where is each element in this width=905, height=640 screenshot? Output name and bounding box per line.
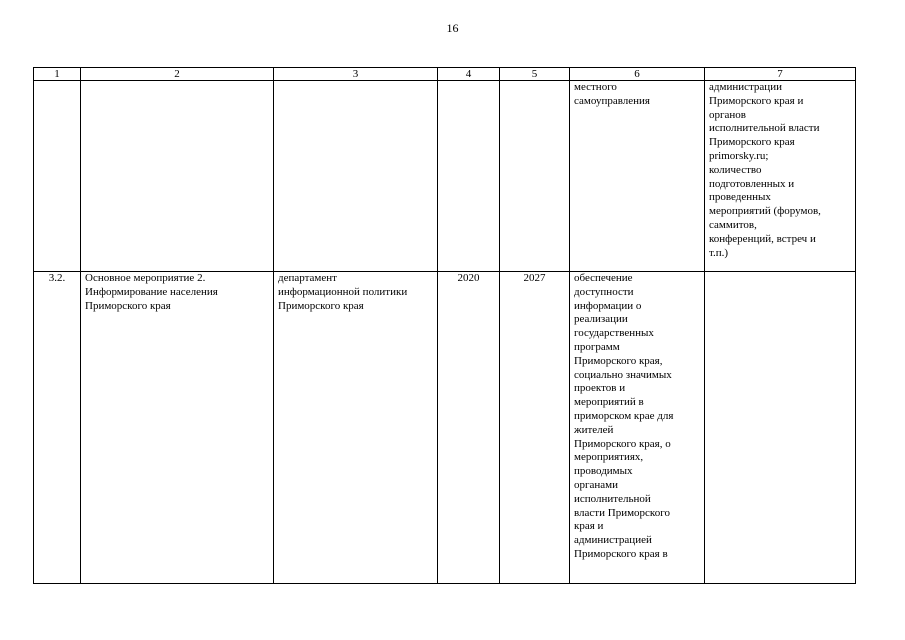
text-line: исполнительной — [574, 492, 651, 505]
table-row — [34, 81, 856, 272]
text-line: местного — [574, 81, 617, 93]
col-header-3: 3 — [274, 68, 438, 81]
text-line: т.п.) — [709, 246, 729, 259]
text-line: доступности — [574, 285, 634, 298]
col-header-6: 6 — [570, 68, 705, 81]
text-line: Основное мероприятие 2. — [85, 272, 206, 284]
text-line: департамент — [278, 272, 337, 284]
cell-result — [570, 81, 705, 272]
text-line: мероприятий в — [574, 396, 644, 409]
cell-executor — [274, 81, 438, 272]
col-header-5: 5 — [500, 68, 570, 81]
text-line: Приморского края, о — [574, 437, 671, 450]
text-line: конференций, встреч и — [709, 232, 816, 245]
cell-start-year: 2020 — [438, 272, 500, 584]
text-line: Приморского края — [85, 299, 171, 312]
text-line: Приморского края — [278, 299, 364, 312]
text-line: саммитов, — [709, 218, 757, 231]
text-line: исполнительной власти — [709, 122, 820, 135]
col-header-7: 7 — [705, 68, 856, 81]
cell-number: 3.2. — [34, 272, 81, 584]
text-line: проведенных — [709, 191, 771, 204]
text-line: государственных — [574, 327, 654, 340]
text-line: Приморского края в — [574, 547, 668, 560]
text-line: primorsky.ru; — [709, 149, 769, 162]
text-line: жителей — [574, 423, 614, 436]
text-line: подготовленных и — [709, 177, 795, 190]
text-line: Информирование населения — [85, 285, 218, 298]
cell-event — [81, 272, 274, 584]
text-line: администрацией — [574, 534, 652, 547]
col-header-1: 1 — [34, 68, 81, 81]
text-line: Приморского края — [709, 136, 795, 149]
text-line: проводимых — [574, 465, 633, 478]
text-line: реализации — [574, 313, 628, 326]
text-line: власти Приморского — [574, 506, 670, 519]
text-line: социально значимых — [574, 368, 672, 381]
cell-indicator — [705, 81, 856, 272]
col-header-4: 4 — [438, 68, 500, 81]
text-line: программ — [574, 340, 620, 353]
text-line: администрации — [709, 81, 782, 93]
text-line: проектов и — [574, 382, 626, 395]
cell-start-year — [438, 81, 500, 272]
text-line: края и — [574, 520, 604, 533]
cell-number — [34, 81, 81, 272]
text-line: обеспечение — [574, 272, 633, 284]
text-line: количество — [709, 163, 762, 176]
text-line: органами — [574, 478, 619, 491]
text-line: мероприятиях, — [574, 451, 644, 464]
cell-end-year — [500, 81, 570, 272]
text-line: Приморского края, — [574, 354, 663, 367]
cell-indicator — [705, 272, 856, 584]
text-line: самоуправления — [574, 94, 650, 107]
text-line: информации о — [574, 299, 642, 312]
text-line: мероприятий (форумов, — [709, 205, 821, 218]
col-header-2: 2 — [81, 68, 274, 81]
cell-event — [81, 81, 274, 272]
document-table — [33, 67, 856, 584]
cell-result — [570, 272, 705, 584]
text-line: Приморского края и — [709, 94, 804, 107]
text-line: информационной политики — [278, 285, 408, 298]
text-line: органов — [709, 108, 746, 121]
cell-executor — [274, 272, 438, 584]
table-row — [34, 272, 856, 584]
page-number: 16 — [446, 21, 459, 35]
cell-end-year: 2027 — [500, 272, 570, 584]
text-line: приморском крае для — [574, 409, 674, 422]
header-row — [34, 68, 856, 81]
